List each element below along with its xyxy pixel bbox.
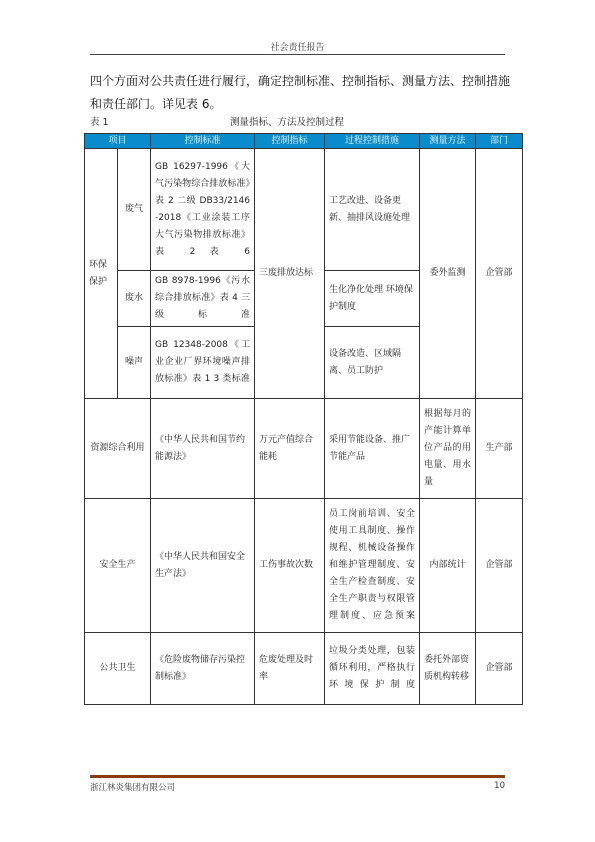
noise-measure: 设备改造、区域隔离、员工防护 (325, 327, 420, 399)
health-method: 委托外部资质机构转移 (420, 633, 476, 705)
table-caption-title: 测量指标、方法及控制过程 (230, 117, 345, 128)
header-method: 测量方法 (420, 134, 476, 149)
page-number: 10 (494, 781, 505, 791)
health-indicator: 危废处理及时率 (255, 633, 325, 705)
resource-standard: 《中华人民共和国节约能源法》 (151, 399, 255, 499)
table-header-row (85, 134, 523, 149)
health-item: 公共卫生 (85, 633, 151, 705)
header-rule (90, 54, 505, 55)
waste-gas-standard: GB 16297-1996《大气污染物综合排放标准》表 2 二级 DB33/2146-2018《工业涂装工序大气污染物排放标准》表 2 表 6 (151, 149, 255, 271)
header-department: 部门 (476, 134, 523, 149)
env-dept-cell: 企管部 (476, 149, 523, 399)
safety-item: 安全生产 (85, 499, 151, 633)
header-measure: 过程控制措施 (325, 134, 420, 149)
safety-indicator: 工伤事故次数 (255, 499, 325, 633)
safety-dept: 企管部 (476, 499, 523, 633)
waste-water-standard: GB 8978-1996《污水综合排放标准》表 4 三级标准 (151, 271, 255, 327)
table-row (85, 149, 523, 271)
resource-item: 资源综合利用 (85, 399, 151, 499)
noise-label: 噪声 (118, 327, 151, 399)
resource-dept: 生产部 (476, 399, 523, 499)
resource-measure: 采用节能设备、推广节能产品 (325, 399, 420, 499)
table-row (85, 499, 523, 633)
health-dept: 企管部 (476, 633, 523, 705)
table-row (85, 633, 523, 705)
resource-indicator: 万元产值综合能耗 (255, 399, 325, 499)
safety-standard: 《中华人民共和国安全生产法》 (151, 499, 255, 633)
health-measure: 垃圾分类处理，包装循环利用，严格执行环境保护制度 (325, 633, 420, 705)
running-header: 社会责任报告 (270, 43, 325, 53)
header-item: 项目 (85, 134, 151, 149)
waste-gas-label: 废气 (118, 149, 151, 271)
waste-gas-measure: 工艺改进、设备更新、抽排风设施处理 (325, 149, 420, 271)
env-group-cell: 环保保护 (85, 149, 118, 399)
table-caption-label: 表 1 (90, 117, 109, 128)
header-indicator: 控制指标 (255, 134, 325, 149)
noise-standard: GB 12348-2008《工业企业厂界环境噪声排放标准》表 1 3 类标准 (151, 327, 255, 399)
waste-water-label: 废水 (118, 271, 151, 327)
safety-method: 内部统计 (420, 499, 476, 633)
resource-method: 根据每月的产能计算单位产品的用电量、用水量 (420, 399, 476, 499)
env-method-cell: 委外监测 (420, 149, 476, 399)
table-row (85, 399, 523, 499)
intro-paragraph: 四个方面对公共责任进行履行，确定控制标准、控制指标、测量方法、控制措施和责任部门。详见表 6。 (90, 74, 511, 111)
header-standard: 控制标准 (151, 134, 255, 149)
env-indicator-cell: 三废排放达标 (255, 149, 325, 399)
footer-company: 浙江林炎集团有限公司 (90, 783, 176, 793)
health-standard: 《危险废物储存污染控制标准》 (151, 633, 255, 705)
control-process-table (84, 133, 523, 705)
footer-rule (90, 775, 505, 778)
safety-measure: 员工岗前培训、安全使用工具制度、操作规程、机械设备操作和维护管理制度、安全生产检查制度、安全生产职责与权限管理制度、应急预案 (325, 499, 420, 633)
waste-water-measure: 生化净化处理 环境保护制度 (325, 271, 420, 327)
